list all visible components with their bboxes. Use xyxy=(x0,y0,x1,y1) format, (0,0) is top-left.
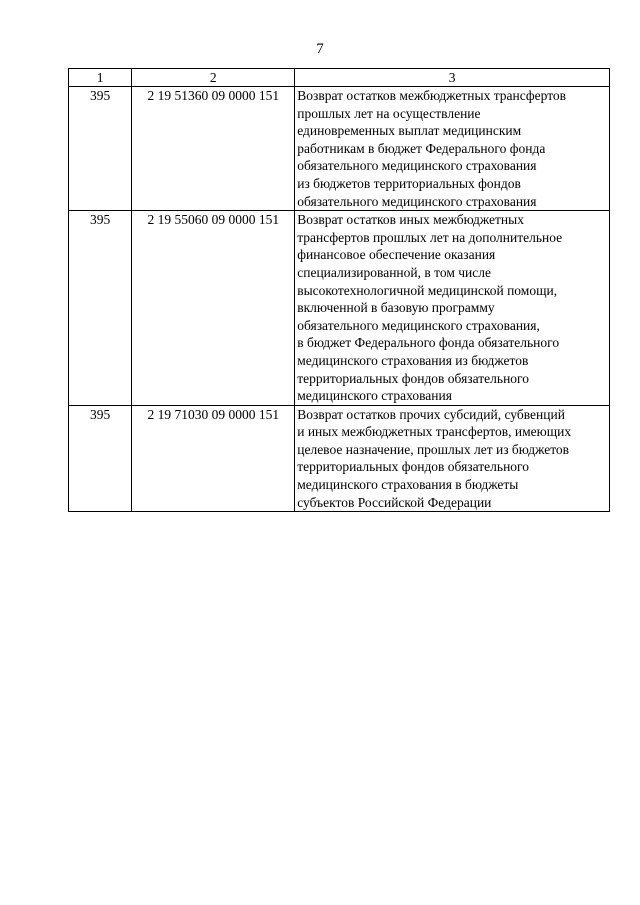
table-row xyxy=(69,211,610,406)
description-line: специализированной, в том числе xyxy=(297,264,492,280)
description-line: работникам в бюджет Федерального фонда xyxy=(297,140,546,156)
header-col-3: 3 xyxy=(295,69,610,87)
description-line: Возврат остатков иных межбюджетных xyxy=(297,212,524,228)
kbk-code-cell: 2 19 55060 09 0000 151 xyxy=(132,211,295,406)
table-header-row xyxy=(69,69,610,87)
description-cell xyxy=(295,405,610,512)
description-line: прошлых лет на осуществление xyxy=(297,105,481,121)
description-cell xyxy=(295,211,610,406)
description-cell xyxy=(295,87,610,211)
description-line: в бюджет Федерального фонда обязательного xyxy=(297,335,560,351)
table-row xyxy=(69,87,610,211)
admin-code-cell: 395 xyxy=(69,405,132,512)
header-col-2: 2 xyxy=(132,69,295,87)
admin-code-cell: 395 xyxy=(69,211,132,406)
description-line: целевое назначение, прошлых лет из бюджетов xyxy=(297,441,570,457)
description-line: трансфертов прошлых лет на дополнительное xyxy=(297,229,563,245)
kbk-code-cell: 2 19 71030 09 0000 151 xyxy=(132,405,295,512)
description-line: Возврат остатков межбюджетных трансфертов xyxy=(297,88,567,103)
description-line: территориальных фондов обязательного xyxy=(297,370,529,386)
header-col-1: 1 xyxy=(69,69,132,87)
description-line: высокотехнологичной медицинской помощи, xyxy=(297,282,558,298)
table-row xyxy=(69,405,610,512)
description-line: обязательного медицинского страхования, xyxy=(297,317,540,333)
budget-classification-table xyxy=(68,68,610,512)
admin-code-cell: 395 xyxy=(69,87,132,211)
description-line: из бюджетов территориальных фондов xyxy=(297,175,521,191)
description-line: и иных межбюджетных трансфертов, имеющих xyxy=(297,424,572,440)
description-line: территориальных фондов обязательного xyxy=(297,459,529,475)
description-line: обязательного медицинского страхования xyxy=(297,193,537,209)
page-number: 7 xyxy=(316,41,324,57)
description-line: обязательного медицинского страхования xyxy=(297,158,537,174)
description-line: единовременных выплат медицинским xyxy=(297,123,522,139)
description-line: включенной в базовую программу xyxy=(297,300,495,316)
description-line: медицинского страхования xyxy=(297,388,452,404)
description-line: финансовое обеспечение оказания xyxy=(297,247,496,263)
description-line: субъектов Российской Федерации xyxy=(297,494,492,510)
description-line: медицинского страхования из бюджетов xyxy=(297,352,529,368)
kbk-code-cell: 2 19 51360 09 0000 151 xyxy=(132,87,295,211)
description-line: медицинского страхования в бюджеты xyxy=(297,477,519,493)
description-line: Возврат остатков прочих субсидий, субвенций xyxy=(297,406,565,422)
